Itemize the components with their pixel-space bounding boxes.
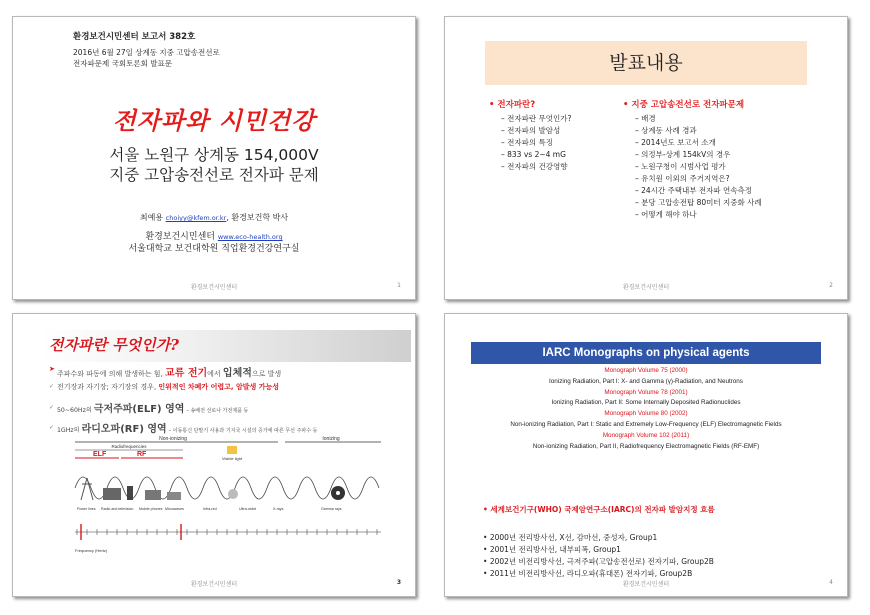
date-text: 2016년 6월 27일 상계동 지중 고압송전선로 [73, 48, 220, 57]
text-part: – 이동통신 단말기 사용과 기지국 시설의 증가에 따른 무선 주파수 등 [168, 428, 318, 434]
list-item: – 유치원 이외의 주거지역은? [635, 173, 823, 185]
list-item: • 2001년 전리방사선, 내부피폭, Group1 [483, 544, 714, 556]
mobile-phone-icon [127, 486, 133, 500]
iarc-title: IARC Monographs on physical agents [542, 347, 750, 359]
iarc-title-bar [471, 342, 821, 364]
who-heading-text: 세계보건기구(WHO) 국제암연구소(IARC)의 전자파 발암지정 흐름 [490, 505, 715, 514]
list-item: • 2002년 비전리방사선, 극저주파(고압송전선로) 전자기파, Group2B [483, 556, 714, 568]
list-item: – 분당 고압송전탑 80미터 지중화 사례 [635, 197, 795, 209]
right-heading: • 지중 고압송전선로 전자파문제 [623, 99, 823, 111]
page-number: 3 [396, 579, 401, 586]
band-label: Gamma rays [321, 507, 342, 511]
text-line-3 [57, 400, 248, 415]
slide-title: 전자파란 무엇인가? [49, 336, 179, 354]
org-url-link[interactable]: www.eco-health.org [217, 233, 283, 241]
band-label: Infra-red [203, 507, 217, 511]
text-part: 주파수와 파동에 의해 발생하는 힘, [57, 370, 163, 378]
list-item: – 배경 [635, 113, 823, 125]
list-item: – 2014년도 보고서 소개 [635, 137, 823, 149]
text-part: 1GHz의 [57, 427, 80, 434]
list-item: – 전자파란 무엇인가? [501, 113, 619, 125]
band-label: X-rays [273, 507, 284, 511]
text-line-2 [57, 382, 279, 392]
monograph-volume: Monograph Volume 102 (2011) [602, 431, 690, 439]
highlight-text: 인위적인 차폐가 어렵고, 암발생 가능성 [158, 383, 280, 391]
slide-3 [12, 313, 416, 597]
list-item: – 24시간 주택내부 전자파 연속측정 [635, 185, 823, 197]
microwave-icon [145, 490, 161, 500]
highlight-text: 교류 전기 [165, 368, 208, 379]
slide-1 [12, 16, 416, 300]
band-label: Power lines [77, 507, 96, 511]
slide-2 [444, 16, 848, 300]
list-item: – 전자파의 특징 [501, 137, 619, 149]
title-box [485, 41, 807, 85]
band-label: Ultra-violet [239, 507, 257, 511]
slide-subtitle [13, 145, 415, 185]
uv-icon [228, 489, 238, 499]
text-part: 에서 [207, 370, 221, 378]
org-institute: 서울대학교 보건대학원 직업환경건강연구실 [128, 244, 300, 254]
list-item: – 어떻게 해야 하나 [635, 209, 823, 221]
left-column [489, 99, 619, 173]
monograph-description: Non-ionizing Radiation, Part II, Radiofrequency Electromagnetic Fields (RF-EMF) [532, 442, 760, 450]
list-item: • 2011년 비전리방사선, 라디오파(휴대폰) 전자기파, Group2B [483, 568, 714, 580]
slide-title: 전자파와 시민건강 [112, 106, 316, 135]
author-name: 최예용 [139, 213, 164, 222]
list-item: – 노원구청이 시범사업 평가 [635, 161, 823, 173]
check-icon: ✓ [49, 383, 55, 390]
highlight-text: 입체적 [222, 368, 252, 379]
slide-title: 발표내용 [609, 52, 683, 74]
iarc-monograph-list [471, 366, 821, 452]
band-label: Mobile phones [139, 507, 163, 511]
author-email-link[interactable]: choiyy@kfem.or.kr [165, 214, 227, 222]
monograph-description: Non-ionizing Radiation, Part I: Static and Extremely Low-Frequency (ELF) Electromagnetic Fields [510, 420, 782, 428]
em-spectrum-diagram [73, 436, 383, 564]
left-heading: • 전자파란? [489, 99, 619, 111]
radiofreq-label: Radiofrequencies [111, 444, 147, 449]
list-item: – 상계동 사례 경과 [635, 125, 823, 137]
radio-icon [103, 488, 121, 500]
org-name: 환경보건시민센터 [145, 232, 215, 242]
organization [13, 231, 415, 255]
nonionizing-label: Non-ionizing [159, 436, 187, 442]
subtitle-line-1: 서울 노원구 상계동 154,000V [109, 146, 319, 164]
author-title: , 환경보건학 박사 [226, 213, 289, 222]
monograph-volume: Monograph Volume 75 (2000) [604, 367, 688, 374]
highlight-text: 라디오파(RF) 영역 [81, 424, 167, 435]
elf-label: ELF [93, 451, 107, 458]
slide-footer: 환경보건시민센터 [622, 581, 670, 588]
author-line [13, 212, 415, 223]
text-part: – 송배전 선로나 가전제품 등 [186, 408, 249, 414]
text-line-1 [57, 364, 281, 379]
check-icon: ✓ [49, 404, 55, 411]
report-number: 환경보건시민센터 보고서 382호 [73, 32, 196, 42]
list-item: – 의정부-상계 154kV의 경우 [635, 149, 823, 161]
slide-4 [444, 313, 848, 597]
text-part: 50~60Hz의 [57, 407, 92, 414]
page-number: 4 [829, 579, 833, 586]
text-part: 으로 발생 [251, 370, 282, 378]
list-item: – 전자파의 발암성 [501, 125, 619, 137]
slide-footer: 환경보건시민센터 [190, 581, 238, 588]
frequency-label: Frequency (Hertz) [75, 548, 108, 553]
band-label: Radio and television [101, 507, 134, 511]
who-list [483, 532, 714, 580]
highlight-text: 극저주파(ELF) 영역 [93, 404, 185, 415]
monograph-description: Ionizing Radiation, Part II: Some Internally Deposited Radionuclides [551, 399, 741, 407]
right-column [623, 99, 823, 221]
date-line [73, 47, 220, 69]
monograph-volume: Monograph Volume 78 (2001) [604, 388, 688, 396]
page-number: 2 [829, 282, 833, 289]
check-icon: ✓ [49, 424, 55, 431]
list-item: – 833 vs 2~4 mG [501, 149, 619, 161]
infrared-icon [167, 492, 181, 500]
band-label: Microwaves [165, 507, 184, 511]
who-heading [483, 504, 715, 515]
ionizing-label: Ionizing [322, 436, 340, 442]
event-text: 전자파문제 국회토론회 발표문 [73, 59, 172, 68]
visible-light-label: Visible light [221, 456, 243, 461]
list-item: – 전자파의 건강영향 [501, 161, 619, 173]
subtitle-line-2: 지중 고압송전선로 전자파 문제 [109, 166, 319, 184]
text-part: 전기장과 자기장; 자기장의 경우, [57, 383, 157, 391]
page-number: 1 [397, 282, 401, 289]
lightbulb-icon [227, 446, 237, 454]
bullet-icon: • [483, 505, 488, 514]
rf-label: RF [137, 451, 147, 458]
monograph-description: Ionizing Radiation, Part I: X- and Gamma (γ)-Radiation, and Neutrons [549, 377, 743, 385]
text-line-4 [57, 420, 317, 435]
slide-footer: 환경보건시민센터 [190, 284, 238, 291]
list-item: • 2000년 전리방사선, X선, 감마선, 중성자, Group1 [483, 532, 714, 544]
slide-footer: 환경보건시민센터 [622, 284, 670, 291]
bullet-icon: ➤ [49, 365, 55, 373]
monograph-volume: Monograph Volume 80 (2002) [604, 410, 688, 418]
